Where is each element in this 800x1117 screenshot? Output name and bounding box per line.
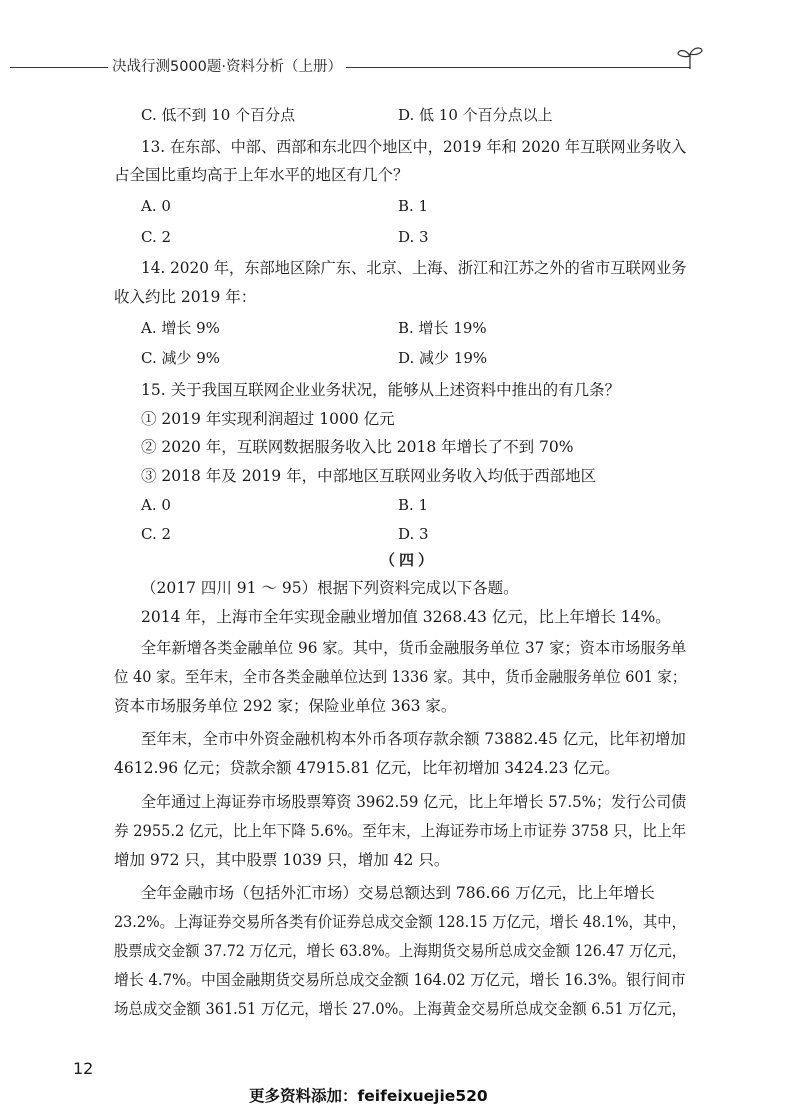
q15-option-c: C. 2 xyxy=(141,525,172,543)
passage-p4-line1: 全年通过上海证券市场股票筹资 3962.59 亿元，比上年增长 57.5%；发行公司债 xyxy=(141,793,687,811)
passage-p5-line5: 场总成交金额 361.51 万亿元，增长 27.0%。上海黄金交易所总成交金额 6.51 万亿元， xyxy=(114,1000,687,1018)
q14-option-a: A. 增长 9% xyxy=(141,319,220,337)
q15-stem: 15. 关于我国互联网企业业务状况，能够从上述资料中推出的有几条？ xyxy=(141,381,621,399)
q13-option-c: C. 2 xyxy=(141,228,172,246)
q13-stem-line1: 13. 在东部、中部、西部和东北四个地区中，2019 年和 2020 年互联网业务收入 xyxy=(141,138,687,156)
q15-option-a: A. 0 xyxy=(141,496,171,514)
q14-stem-line2: 收入约比 2019 年： xyxy=(114,288,257,306)
q13-option-b: B. 1 xyxy=(398,197,429,215)
passage-p2-line3: 资本市场服务单位 292 家；保险业单位 363 家。 xyxy=(114,697,457,715)
passage-intro: （2017 四川 91 ～ 95）根据下列资料完成以下各题。 xyxy=(141,579,519,597)
passage-p5-line4: 增长 4.7%。中国金融期货交易所总成交金额 164.02 万亿元，增长 16.3%。银行间市 xyxy=(114,971,686,989)
footer-note: 更多资料添加：feifeixuejie520 xyxy=(249,1087,488,1105)
passage-p5-line2: 23.2%。上海证券交易所各类有价证券总成交金额 128.15 万亿元，增长 48.1%，其中， xyxy=(114,913,687,931)
passage-p4-line3: 增加 972 只，其中股票 1039 只，增加 42 只。 xyxy=(114,851,450,869)
q13-stem-line2: 占全国比重均高于上年水平的地区有几个？ xyxy=(114,166,409,184)
passage-p3-line2: 4612.96 亿元；贷款余额 47915.81 亿元，比年初增加 3424.23 亿元。 xyxy=(114,759,620,777)
passage-p5-line3: 股票成交金额 37.72 万亿元，增长 63.8%。上海期货交易所总成交金额 126.47 万亿元， xyxy=(114,942,686,960)
q14-option-d: D. 减少 19% xyxy=(398,349,488,367)
page-number: 12 xyxy=(73,1059,94,1078)
header-rule-left xyxy=(10,67,110,68)
q15-statement-2: ② 2020 年，互联网数据服务收入比 2018 年增长了不到 70% xyxy=(141,438,574,456)
passage-p5-line1: 全年金融市场（包括外汇市场）交易总额达到 786.66 万亿元，比上年增长 xyxy=(141,884,655,902)
q13-option-a: A. 0 xyxy=(141,197,171,215)
q12-option-d: D. 低 10 个百分点以上 xyxy=(398,106,553,124)
q15-option-d: D. 3 xyxy=(398,525,429,543)
q14-option-c: C. 减少 9% xyxy=(141,349,221,367)
passage-p3-line1: 至年末，全市中外资金融机构本外币各项存款余额 73882.45 亿元，比年初增加 xyxy=(141,730,686,748)
passage-p2-line2: 位 40 家。至年末，全市各类金融单位达到 1336 家。其中，货币金融服务单位 601 家； xyxy=(114,668,687,686)
q13-option-d: D. 3 xyxy=(398,228,429,246)
q15-statement-1: ① 2019 年实现利润超过 1000 亿元 xyxy=(141,410,395,428)
passage-p1: 2014 年，上海市全年实现金融业增加值 3268.43 亿元，比上年增长 14%。 xyxy=(141,608,671,626)
passage-p4-line2: 券 2955.2 亿元，比上年下降 5.6%。至年末，上海证券市场上市证券 3758 只，比上年 xyxy=(114,822,687,840)
q14-stem-line1: 14. 2020 年，东部地区除广东、北京、上海、浙江和江苏之外的省市互联网业务 xyxy=(141,259,687,277)
q15-statement-3: ③ 2018 年及 2019 年，中部地区互联网业务收入均低于西部地区 xyxy=(141,467,597,485)
header-rule-right xyxy=(335,67,690,68)
passage-p2-line1: 全年新增各类金融单位 96 家。其中，货币金融服务单位 37 家；资本市场服务单 xyxy=(141,639,687,657)
running-header-title: 决战行测5000题·资料分析（上册） xyxy=(108,55,346,76)
q14-option-b: B. 增长 19% xyxy=(398,319,487,337)
q15-option-b: B. 1 xyxy=(398,496,429,514)
sprout-icon xyxy=(675,44,705,70)
q12-option-c: C. 低不到 10 个百分点 xyxy=(141,106,296,124)
section-heading: （四） xyxy=(380,551,438,569)
